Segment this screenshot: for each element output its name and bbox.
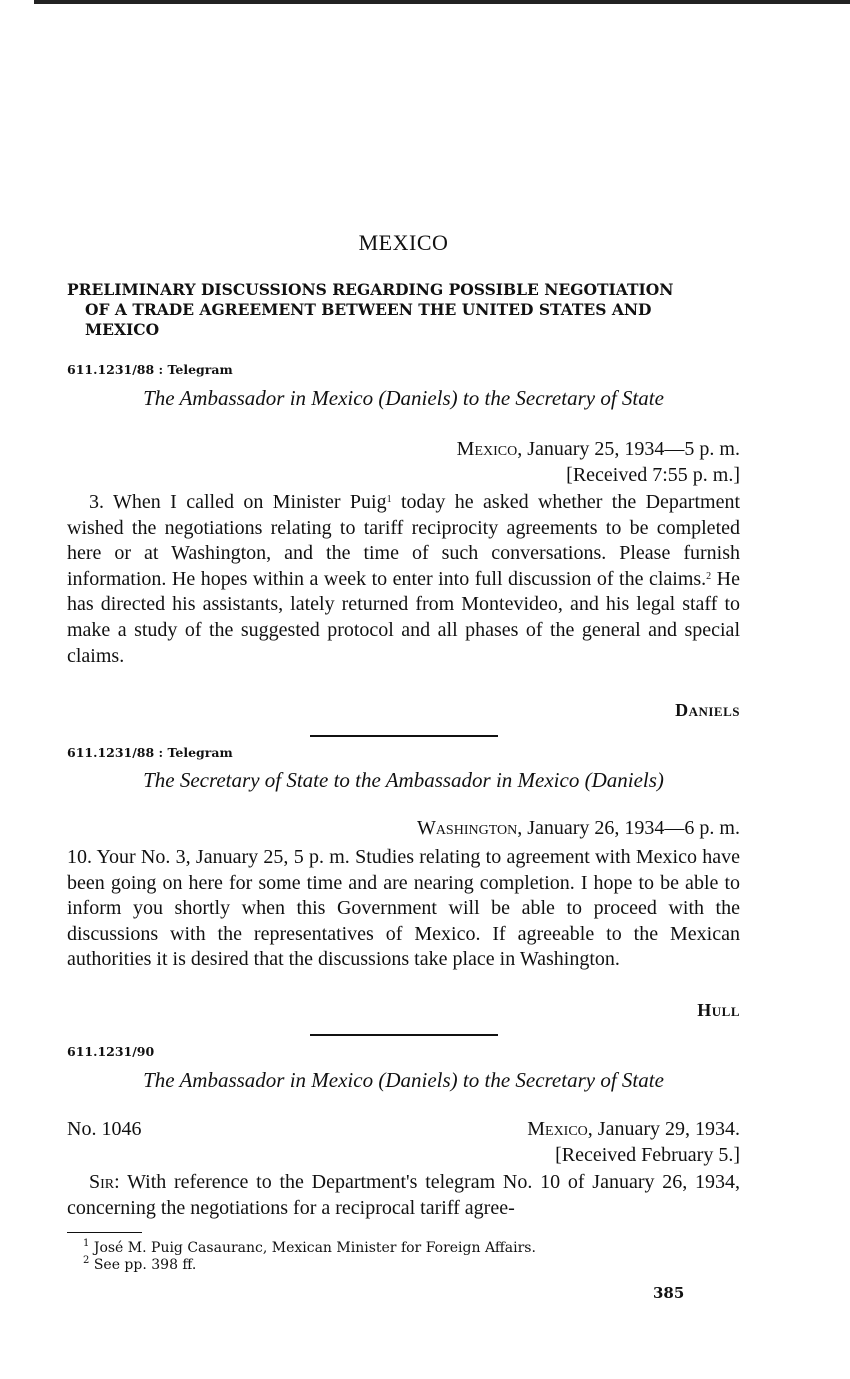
footnote-rule <box>67 1232 142 1233</box>
doc1-body <box>67 490 740 669</box>
doc3-body-text: : With reference to the Department's telegram No. 10 of January 26, 1934, concerning the negotiations for a reciprocal tariff agree- <box>67 1171 740 1219</box>
doc1-body-part-1: 3. When I called on Minister Puig <box>89 491 387 513</box>
doc3-place: Mexico <box>527 1118 588 1140</box>
doc1-received: [Received 7:55 p. m.] <box>566 464 740 486</box>
doc3-salutation: Sir <box>89 1171 115 1193</box>
doc2-dateline <box>67 815 740 841</box>
footnote-1-text: José M. Puig Casauranc, Mexican Minister for Foreign Affairs. <box>89 1240 536 1256</box>
doc2-date: , January 26, 1934—6 p. m. <box>517 817 740 839</box>
section-heading-line-2: OF A TRADE AGREEMENT BETWEEN THE UNITED STATES AND <box>85 300 652 319</box>
section-heading-line-1: PRELIMINARY DISCUSSIONS REGARDING POSSIBLE NEGOTIATION <box>67 280 674 299</box>
doc3-dateline <box>67 1116 740 1142</box>
footnote-ref-2: 2 <box>706 570 712 582</box>
doc3-title: The Ambassador in Mexico (Daniels) to the Secretary of State <box>143 1068 664 1092</box>
footnote-2 <box>83 1257 756 1273</box>
doc1-file-number: 611.1231/88 : Telegram <box>67 362 233 377</box>
chapter-title: MEXICO <box>358 230 449 255</box>
doc2-signature: Hull <box>697 1000 740 1020</box>
page-number: 385 <box>653 1284 685 1302</box>
footnote-1 <box>83 1240 756 1256</box>
doc3-body <box>67 1170 740 1221</box>
doc3-number: No. 1046 <box>67 1118 142 1140</box>
doc2-place: Washington <box>416 817 518 839</box>
top-border-rule <box>34 0 850 4</box>
section-heading <box>67 280 740 340</box>
separator-rule-1 <box>310 735 498 737</box>
footnote-ref-1: 1 <box>386 494 392 505</box>
section-heading-line-3: MEXICO <box>85 320 160 339</box>
doc1-body-part-3: He has directed his assistants, lately returned from Montevideo, and his legal staff to make a study of the suggested protocol and all phases of the general and special claims. <box>67 567 740 667</box>
doc1-place: Mexico <box>456 438 518 460</box>
footnote-2-mark: 2 <box>83 1255 90 1266</box>
doc3-file-number: 611.1231/90 <box>67 1044 155 1059</box>
doc2-body: 10. Your No. 3, January 25, 5 p. m. Studies relating to agreement with Mexico have been going on here for some time and are nearing completion. I hope to be able to inform you shortly when this Government will be able to proceed with the discussions with the representatives of Mexico. If agreeable to the Mexican authorities it is desired that the discussions take place in Washington. <box>67 846 740 971</box>
doc1-signature: Daniels <box>675 700 740 720</box>
footnote-1-mark: 1 <box>83 1238 90 1249</box>
doc1-body-part-2: today he asked whether the Department wished the negotiations relating to tariff reciprocity agreements to be completed here or at Washington, and the time of such conversations. Please furnish information. He hopes within a week to enter into full discussion of the claims. <box>67 491 740 590</box>
footnote-2-text: See pp. 398 ff. <box>89 1257 197 1273</box>
doc1-title: The Ambassador in Mexico (Daniels) to the Secretary of State <box>143 386 664 410</box>
doc1-date: , January 25, 1934—5 p. m. <box>517 438 740 460</box>
doc2-title: The Secretary of State to the Ambassador in Mexico (Daniels) <box>143 768 664 792</box>
doc2-file-number: 611.1231/88 : Telegram <box>67 745 233 760</box>
doc3-received: [Received February 5.] <box>555 1144 740 1166</box>
separator-rule-2 <box>310 1034 498 1036</box>
doc3-date: , January 29, 1934. <box>587 1118 740 1140</box>
doc1-dateline <box>67 436 740 462</box>
